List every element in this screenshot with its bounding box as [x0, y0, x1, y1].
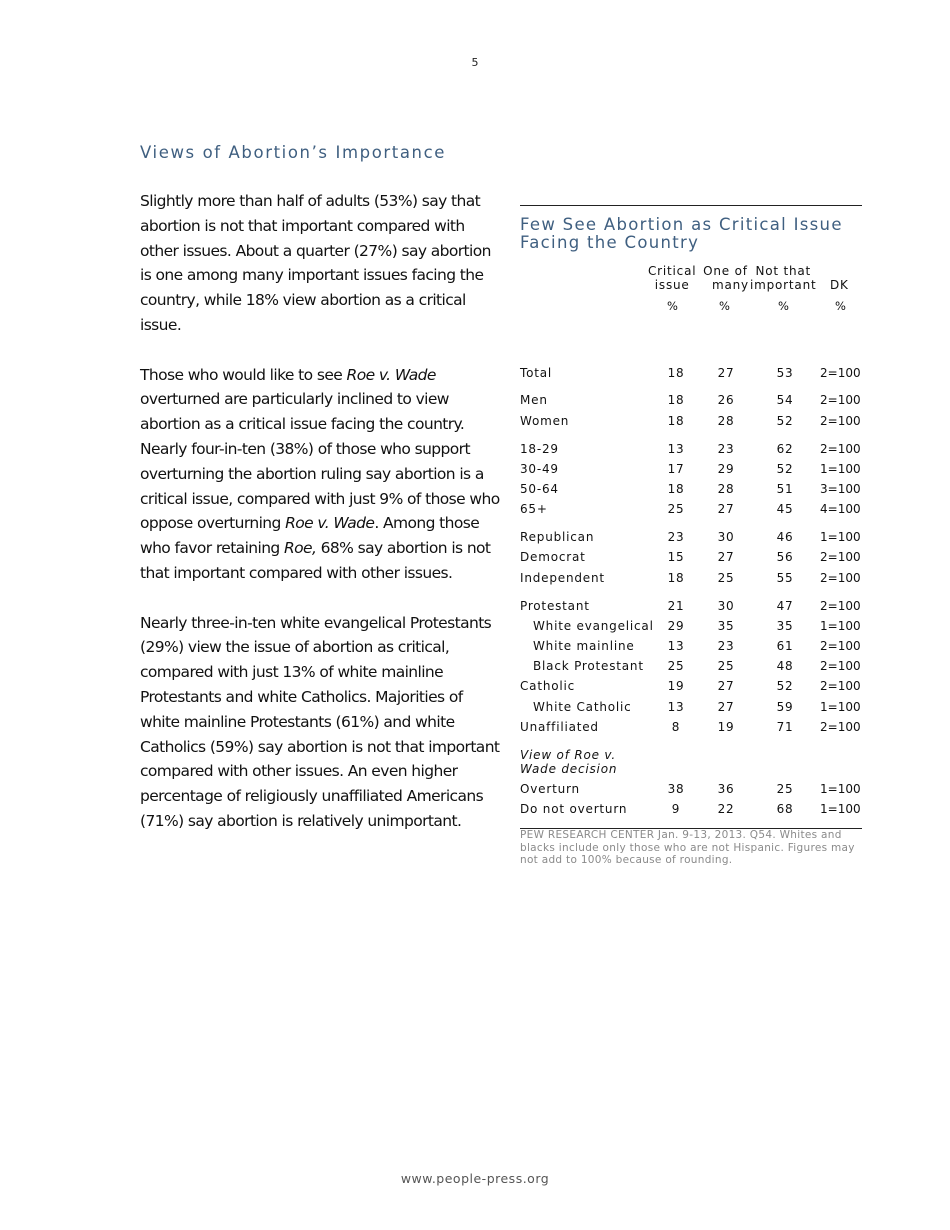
table-cell: 2=100 — [820, 639, 861, 653]
table-cell: 1=100 — [820, 462, 861, 476]
table-cell: 25 — [717, 571, 735, 585]
table-cell: 2=100 — [820, 414, 861, 428]
table-cell: 46 — [776, 530, 794, 544]
table-cell: 56 — [776, 550, 794, 564]
row-label: Total — [520, 366, 553, 380]
table-row — [520, 639, 862, 655]
table-cell: 48 — [776, 659, 794, 673]
row-label: Protestant — [520, 599, 590, 613]
table-cell: 2=100 — [820, 366, 861, 380]
table-cell: 23 — [717, 442, 735, 456]
table-title — [520, 216, 862, 252]
table-title-line-2: Facing the Country — [520, 233, 700, 252]
table-cell: 27 — [717, 700, 735, 714]
table-row — [520, 414, 862, 430]
table-cell: 27 — [717, 550, 735, 564]
group-heading-roe-v-wade — [520, 748, 617, 776]
table-cell: 23 — [717, 639, 735, 653]
table-cell: 2=100 — [820, 659, 861, 673]
table-cell: 1=100 — [820, 700, 861, 714]
group-heading-line: Wade decision — [520, 762, 618, 776]
paragraph-1: Slightly more than half of adults (53%) say that abortion is not that important compared with other issues. About a quarter (27%) say abortion is one among many important issues facing the country, while 18% view abortion as a critical issue. — [140, 192, 491, 334]
table-cell: 30 — [717, 530, 735, 544]
case-name: Roe v. Wade — [285, 514, 375, 533]
row-label: Independent — [520, 571, 605, 585]
row-label: Democrat — [520, 550, 586, 564]
table-cell: 25 — [717, 659, 735, 673]
table-cell: 25 — [776, 782, 794, 796]
table-cell: 2=100 — [820, 550, 861, 564]
table-cell: 2=100 — [820, 393, 861, 407]
table-cell: 28 — [717, 414, 735, 428]
table-title-line-1: Few See Abortion as Critical Issue — [520, 215, 843, 234]
table-cell: 45 — [776, 502, 794, 516]
table-row — [520, 700, 862, 716]
case-name: Roe v. Wade — [346, 365, 436, 384]
table-row — [520, 482, 862, 498]
table-cell: 13 — [667, 639, 685, 653]
column-header-not-that-important — [750, 264, 817, 292]
row-label: Women — [520, 414, 570, 428]
column-header-line: many — [712, 278, 749, 292]
table-cell: 52 — [776, 414, 794, 428]
table-cell: 29 — [667, 619, 685, 633]
percent-marker: % — [778, 299, 789, 313]
table-bottom-rule — [520, 828, 862, 829]
row-label: Republican — [520, 530, 595, 544]
table-cell: 9 — [671, 802, 681, 816]
percent-marker: % — [667, 299, 678, 313]
table-cell: 19 — [667, 679, 685, 693]
table-row — [520, 802, 862, 818]
table-cell: 54 — [776, 393, 794, 407]
row-label: Overturn — [520, 782, 580, 796]
table-cell: 59 — [776, 700, 794, 714]
table-row — [520, 530, 862, 546]
table-cell: 62 — [776, 442, 794, 456]
table-cell: 68 — [776, 802, 794, 816]
table-cell: 35 — [717, 619, 735, 633]
table-cell: 25 — [667, 502, 685, 516]
table-cell: 71 — [776, 720, 794, 734]
paragraph-2-text-b: overturned are particularly inclined to view abortion as a critical issue facing the country. Nearly four-in-ten (38%) of those who support overturning the abortion ruling say abortion is a critical issue, compared with just 9% of those who oppose overturning — [140, 390, 500, 533]
row-label: Do not overturn — [520, 802, 628, 816]
column-header-line: Critical — [648, 264, 697, 278]
column-header-one-of-many — [702, 264, 749, 292]
table-cell: 18 — [667, 571, 685, 585]
table-cell: 1=100 — [820, 782, 861, 796]
row-label: 30-49 — [520, 462, 559, 476]
percent-marker: % — [719, 299, 730, 313]
table-cell: 36 — [717, 782, 735, 796]
column-header-line: One of — [703, 264, 748, 278]
table-cell: 27 — [717, 502, 735, 516]
table-cell: 2=100 — [820, 571, 861, 585]
table-cell: 8 — [671, 720, 681, 734]
column-header-critical — [648, 264, 696, 292]
table-cell: 27 — [717, 679, 735, 693]
row-label: White Catholic — [533, 700, 632, 714]
page-number: 5 — [471, 56, 479, 69]
table-cell: 35 — [776, 619, 794, 633]
table-cell: 4=100 — [820, 502, 861, 516]
table-cell: 23 — [667, 530, 685, 544]
table-row — [520, 502, 862, 518]
table-cell: 29 — [717, 462, 735, 476]
case-name: Roe, — [284, 539, 317, 558]
column-header-line: Not that — [755, 264, 812, 278]
table-row — [520, 366, 862, 382]
table-cell: 22 — [717, 802, 735, 816]
table-row — [520, 442, 862, 458]
table-cell: 25 — [667, 659, 685, 673]
row-label: Black Protestant — [533, 659, 644, 673]
column-header-dk: DK — [830, 278, 849, 292]
row-label: White mainline — [533, 639, 635, 653]
row-label: Catholic — [520, 679, 576, 693]
table-cell: 15 — [667, 550, 685, 564]
table-cell: 17 — [667, 462, 685, 476]
section-heading: Views of Abortion’s Importance — [140, 143, 447, 162]
row-label: 18-29 — [520, 442, 559, 456]
table-cell: 19 — [717, 720, 735, 734]
row-label: Men — [520, 393, 548, 407]
table-row — [520, 720, 862, 736]
table-cell: 18 — [667, 366, 685, 380]
table-cell: 27 — [717, 366, 735, 380]
table-cell: 52 — [776, 462, 794, 476]
table-row — [520, 659, 862, 675]
table-cell: 55 — [776, 571, 794, 585]
table-cell: 1=100 — [820, 802, 861, 816]
table-row — [520, 571, 862, 587]
row-label: Unaffiliated — [520, 720, 599, 734]
table-row — [520, 393, 862, 409]
table-cell: 2=100 — [820, 599, 861, 613]
row-label: White evangelical — [533, 619, 654, 633]
table-row — [520, 619, 862, 635]
table-cell: 30 — [717, 599, 735, 613]
paragraph-3: Nearly three-in-ten white evangelical Protestants (29%) view the issue of abortion as critical, compared with just 13% of white mainline Protestants and white Catholics. Majorities of white mainline Protestants (61%) and white Catholics (59%) say abortion is not that important compared with other issues. An even higher percentage of religiously unaffiliated Americans (71%) say abortion is relatively unimportant. — [140, 613, 500, 830]
table-cell: 13 — [667, 442, 685, 456]
table-row — [520, 550, 862, 566]
table-cell: 38 — [667, 782, 685, 796]
table-cell: 28 — [717, 482, 735, 496]
source-note: PEW RESEARCH CENTER Jan. 9-13, 2013. Q54. Whites and blacks include only those who are not Hispanic. Figures may not add to 100% because of rounding. — [520, 829, 855, 866]
column-header-line: important — [750, 278, 817, 292]
paragraph-2-text-d: 68% say abortion is not that important compared with other issues. — [140, 539, 491, 582]
table-cell: 21 — [667, 599, 685, 613]
group-heading-line: View of Roe v. — [520, 748, 616, 762]
table-cell: 13 — [667, 700, 685, 714]
percent-marker: % — [835, 299, 846, 313]
table-cell: 18 — [667, 393, 685, 407]
paragraph-2-text-a: Those who would like to see — [140, 365, 347, 384]
row-label: 65+ — [520, 502, 548, 516]
table-cell: 18 — [667, 482, 685, 496]
table-cell: 18 — [667, 414, 685, 428]
table-cell: 47 — [776, 599, 794, 613]
table-row — [520, 782, 862, 798]
table-row — [520, 462, 862, 478]
table-cell: 3=100 — [820, 482, 861, 496]
data-table-panel — [520, 205, 862, 866]
table-cell: 52 — [776, 679, 794, 693]
table-row — [520, 679, 862, 695]
column-header-line: issue — [654, 278, 690, 292]
body-text — [140, 189, 502, 859]
footer-url: www.people-press.org — [400, 1171, 550, 1186]
table-top-rule — [520, 205, 862, 206]
table-cell: 51 — [776, 482, 794, 496]
table-cell: 1=100 — [820, 530, 861, 544]
table-cell: 2=100 — [820, 442, 861, 456]
table-cell: 2=100 — [820, 679, 861, 693]
table-cell: 1=100 — [820, 619, 861, 633]
table-cell: 26 — [717, 393, 735, 407]
table-cell: 61 — [776, 639, 794, 653]
table-row — [520, 599, 862, 615]
table-cell: 53 — [776, 366, 794, 380]
row-label: 50-64 — [520, 482, 559, 496]
paragraph-2-text-c: . Among those who favor retaining — [140, 514, 480, 558]
paragraph-2 — [140, 363, 502, 586]
table-cell: 2=100 — [820, 720, 861, 734]
